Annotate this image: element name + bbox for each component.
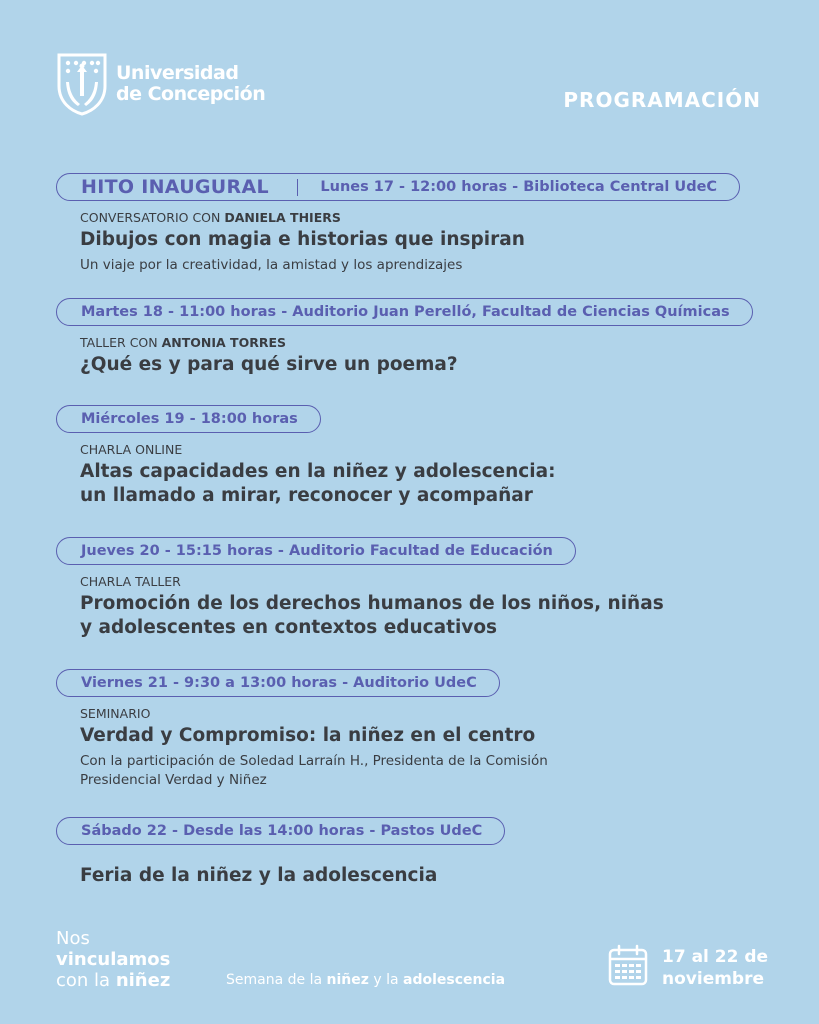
event-description: Con la participación de Soledad Larraín H., Presidenta de la Comisión Presidencial Verdad y Niñez (80, 753, 548, 788)
event-wednesday (56, 405, 555, 508)
calendar-icon (608, 944, 648, 986)
event-datetime: Martes 18 - 11:00 horas - Auditorio Juan Perelló, Facultad de Ciencias Químicas (81, 304, 730, 320)
university-shield-icon (56, 52, 108, 116)
event-datetime: Viernes 21 - 9:30 a 13:00 horas - Auditorio UdeC (81, 675, 477, 691)
hito-inaugural-label: HITO INAUGURAL (81, 176, 269, 198)
event-dates: 17 al 22 de noviembre (662, 947, 769, 989)
event-type: TALLER CON ANTONIA TORRES (80, 335, 286, 350)
event-friday (56, 669, 548, 790)
event-title: Verdad y Compromiso: la niñez en el centro (80, 725, 536, 746)
event-pill (56, 817, 505, 845)
event-pill (56, 537, 576, 565)
event-pill (56, 298, 753, 326)
event-datetime: Lunes 17 - 12:00 horas - Biblioteca Central UdeC (320, 179, 718, 195)
event-thursday (56, 537, 664, 640)
speaker-name: DANIELA THIERS (224, 210, 341, 225)
event-type: CHARLA TALLER (80, 574, 181, 589)
page-title: PROGRAMACIÓN (563, 88, 761, 112)
event-title: Promoción de los derechos humanos de los niños, niñas y adolescentes en contextos educativos (80, 593, 664, 638)
speaker-name: ANTONIA TORRES (161, 335, 286, 350)
event-datetime: Jueves 20 - 15:15 horas - Auditorio Facultad de Educación (81, 543, 553, 559)
pill-divider (297, 179, 299, 196)
event-title: Dibujos con magia e historias que inspiran (80, 229, 525, 250)
event-saturday (56, 817, 505, 888)
university-logo (56, 52, 265, 116)
event-pill (56, 173, 740, 201)
event-title: Altas capacidades en la niñez y adolescencia: un llamado a mirar, reconocer y acompañar (80, 461, 556, 506)
event-title: Feria de la niñez y la adolescencia (80, 865, 438, 886)
event-week-name: Semana de la niñez y la adolescencia (226, 972, 506, 988)
event-type: CHARLA ONLINE (80, 442, 183, 457)
footer (56, 928, 769, 998)
header (56, 52, 763, 122)
event-type: SEMINARIO (80, 706, 151, 721)
event-monday (56, 173, 740, 275)
logo-line-1: Universidad (116, 62, 239, 84)
event-pill (56, 669, 500, 697)
event-type: CONVERSATORIO CON DANIELA THIERS (80, 210, 341, 225)
event-tuesday (56, 298, 753, 377)
event-title: ¿Qué es y para qué sirve un poema? (80, 354, 458, 375)
logo-line-2: de Concepción (116, 83, 266, 105)
event-description: Un viaje por la creatividad, la amistad y los aprendizajes (80, 257, 463, 273)
event-datetime: Miércoles 19 - 18:00 horas (81, 411, 298, 427)
slogan: Nos vinculamos con la niñez (56, 928, 171, 991)
event-pill (56, 405, 321, 433)
event-datetime: Sábado 22 - Desde las 14:00 horas - Pastos UdeC (81, 823, 483, 839)
